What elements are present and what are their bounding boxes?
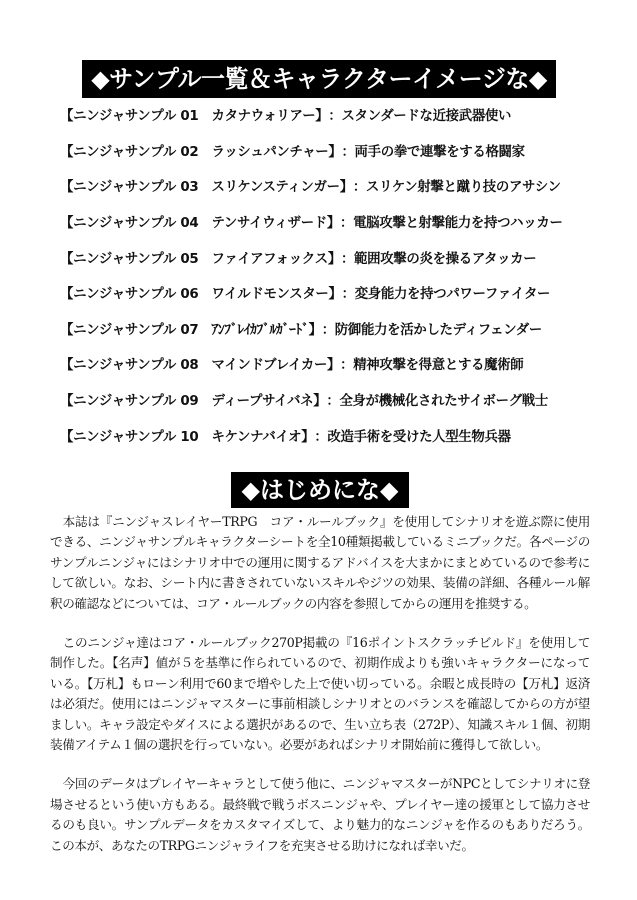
sample-item — [60, 382, 620, 418]
sample-item — [60, 346, 620, 382]
sample-name: 【ニンジャサンプル 06 ワイルドモンスター】 — [60, 287, 342, 303]
sample-item — [60, 97, 620, 133]
sample-item — [60, 275, 620, 311]
sample-description: ：変身能力を持つパワーファイター — [341, 287, 551, 303]
sample-list — [60, 97, 620, 453]
sample-description: ：範囲攻撃の炎を操るアタッカー — [340, 251, 537, 267]
sample-description: ：電脳攻撃と射撃能力を持つハッカー — [340, 216, 563, 232]
sample-description: ：全身が機械化されたサイボーグ戦士 — [326, 394, 548, 410]
sample-description: ：防御能力を活かしたディフェンダー — [321, 322, 542, 338]
sample-description: ：スリケン射撃と蹴り技のアサシン — [352, 180, 561, 196]
sample-item — [60, 204, 620, 240]
sample-name: 【ニンジャサンプル 05 ファイアフォックス】 — [60, 251, 341, 267]
sample-item — [60, 168, 620, 204]
sample-description: ：スタンダードな近接武器使い — [328, 109, 512, 125]
sample-list-heading: ◆サンプル一覧＆キャラクターイメージな◆ — [82, 60, 556, 98]
sample-item — [60, 311, 620, 347]
sample-description: ：精神攻撃を得意とする魔術師 — [340, 358, 524, 374]
sample-item — [60, 417, 620, 453]
sample-description: ：改造手術を受けた人型生物兵器 — [314, 429, 511, 445]
intro-paragraph: このニンジャ達はコア・ルールブック270P掲載の『16ポイントスクラッチビルド』を使用して制作した。【名声】値が５を基準に作られているので、初期作成よりも強いキャラクターになっている。【万札】もローン利用で60まで増やした上で使い切っている。余暇と成長時の【万札】返済は必須だ。使用にはニンジャマスターに事前相談しシナリオとのバランスを確認してからの方が望ましい。キャラ設定やダイスによる選択があるので、生い立ち表（272P）、知識スキル１個、初期装備アイテム１個の選択を行っていない。必要があればシナリオ開始前に獲得して欲しい。 — [50, 635, 590, 753]
sample-item — [60, 133, 620, 169]
sample-name: 【ニンジャサンプル 07 ｱﾝﾌﾞﾚｲｶﾌﾞﾙｶﾞｰﾄﾞ】 — [60, 322, 322, 338]
sample-name: 【ニンジャサンプル 04 テンサイウィザード】 — [60, 216, 340, 232]
intro-paragraph: 本誌は『ニンジャスレイヤーTRPG コア・ルールブック』を使用してシナリオを遊ぶ際に使用できる、ニンジャサンプルキャラクターシートを全10種類掲載しているミニブックだ。各ページのサンプルニンジャにはシナリオ中での運用に関するアドバイスを大まかにまとめているので参考にして欲しい。なお、シート内に書きされていないスキルやジツの効果、装備の詳細、各種ルール解釈の確認などについては、コア・ルールブックの内容を参照してからの運用を推奨する。 — [50, 514, 590, 611]
sample-item — [60, 239, 620, 275]
sample-name: 【ニンジャサンプル 01 カタナウォリアー】 — [60, 109, 329, 125]
intro-paragraph: 今回のデータはプレイヤーキャラとして使う他に、ニンジャマスターがNPCとしてシナリオに登場させるという使い方もある。最終戦で戦うボスニンジャや、プレイヤー達の援軍として協力させるのも良い。サンプルデータをカスタマイズして、より魅力的なニンジャを作るのもありだろう。この本が、あなたのTRPGニンジャライフを充実させる助けになれば幸いだ。 — [50, 776, 590, 853]
sample-description: ：両手の拳で連撃をする格闘家 — [341, 144, 525, 160]
intro-heading: ◆はじめにな◆ — [231, 472, 409, 508]
intro-body — [50, 512, 590, 875]
sample-name: 【ニンジャサンプル 08 マインドブレイカー】 — [60, 358, 341, 374]
sample-name: 【ニンジャサンプル 03 スリケンスティンガー】 — [60, 180, 353, 196]
sample-name: 【ニンジャサンプル 09 ディープサイバネ】 — [60, 394, 327, 410]
sample-name: 【ニンジャサンプル 02 ラッシュパンチャー】 — [60, 144, 342, 160]
sample-name: 【ニンジャサンプル 10 キケンナバイオ】 — [60, 429, 315, 445]
